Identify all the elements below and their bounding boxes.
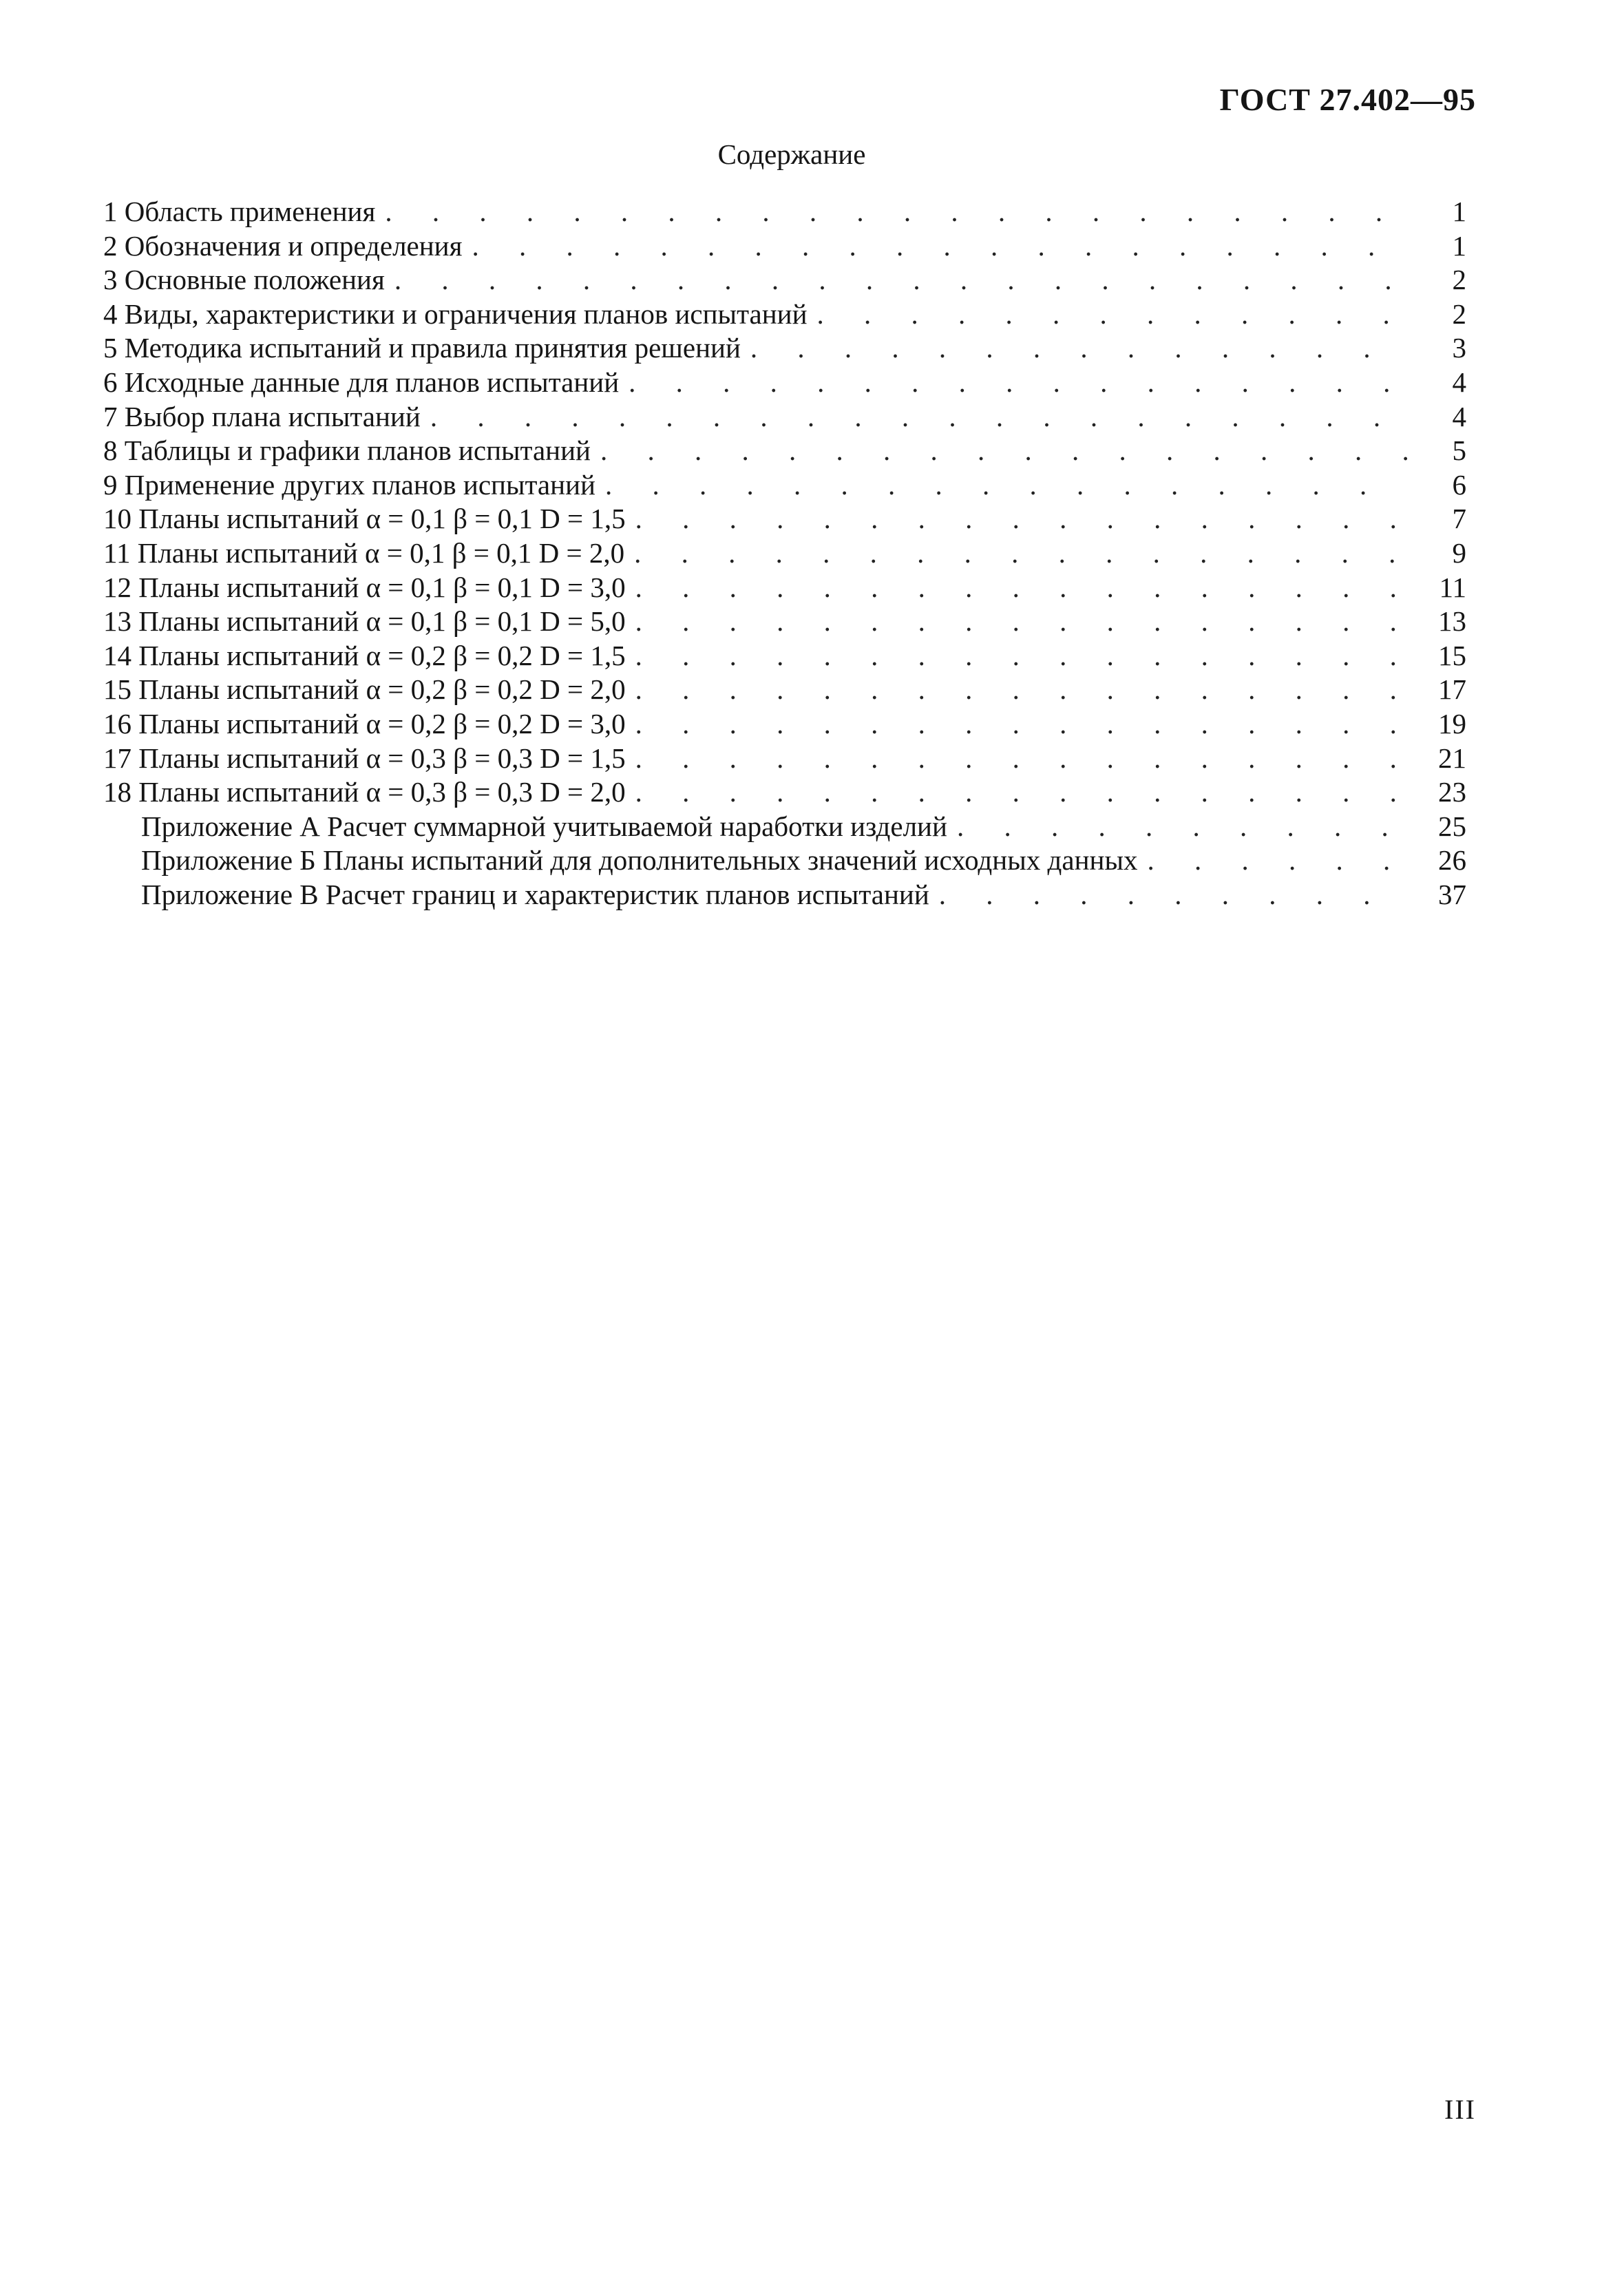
toc-entry-label: 17 Планы испытаний α = 0,3 β = 0,3 D = 1,5 bbox=[103, 742, 626, 774]
dot-leader bbox=[430, 400, 1409, 434]
toc-entry-label: 7 Выбор плана испытаний bbox=[103, 400, 421, 432]
dot-leader bbox=[629, 366, 1409, 400]
dot-leader bbox=[635, 775, 1409, 810]
toc-entry[interactable] bbox=[103, 707, 1466, 742]
toc-entry[interactable] bbox=[103, 502, 1466, 536]
toc-entry-page: 5 bbox=[1452, 434, 1466, 467]
toc-entry[interactable] bbox=[103, 195, 1466, 229]
toc-entry-label: 9 Применение других планов испытаний bbox=[103, 468, 595, 501]
table-of-contents bbox=[103, 195, 1466, 912]
toc-entry-label: Приложение В Расчет границ и характеристик планов испытаний bbox=[141, 878, 929, 910]
toc-entry[interactable] bbox=[103, 400, 1466, 434]
dot-leader bbox=[817, 297, 1409, 332]
dot-leader bbox=[635, 605, 1409, 639]
toc-entry-label: 15 Планы испытаний α = 0,2 β = 0,2 D = 2,0 bbox=[103, 673, 626, 706]
toc-entry-page: 13 bbox=[1438, 605, 1466, 638]
dot-leader bbox=[635, 502, 1409, 536]
dot-leader bbox=[957, 810, 1409, 844]
page-number: III bbox=[1444, 2094, 1476, 2125]
toc-entry-label: 16 Планы испытаний α = 0,2 β = 0,2 D = 3,0 bbox=[103, 707, 626, 740]
toc-entry-page: 4 bbox=[1452, 400, 1466, 432]
toc-entry-label: 12 Планы испытаний α = 0,1 β = 0,1 D = 3,0 bbox=[103, 571, 626, 603]
dot-leader bbox=[600, 434, 1409, 468]
dot-leader bbox=[635, 571, 1409, 605]
toc-entry-label: 18 Планы испытаний α = 0,3 β = 0,3 D = 2,0 bbox=[103, 776, 626, 808]
dot-leader bbox=[750, 331, 1409, 366]
toc-appendix-entry[interactable] bbox=[103, 843, 1466, 878]
toc-entry[interactable] bbox=[103, 536, 1466, 571]
toc-entry-page: 23 bbox=[1438, 776, 1466, 808]
document-code: ГОСТ 27.402—95 bbox=[1219, 82, 1476, 117]
dot-leader bbox=[1148, 843, 1409, 878]
toc-entry-page: 19 bbox=[1438, 707, 1466, 740]
toc-entry-label: 6 Исходные данные для планов испытаний bbox=[103, 366, 620, 398]
toc-entry-page: 15 bbox=[1438, 639, 1466, 671]
toc-entry[interactable] bbox=[103, 434, 1466, 468]
toc-entry[interactable] bbox=[103, 468, 1466, 503]
toc-entry[interactable] bbox=[103, 331, 1466, 366]
toc-entry-page: 11 bbox=[1439, 571, 1466, 603]
toc-entry[interactable] bbox=[103, 673, 1466, 707]
toc-entry[interactable] bbox=[103, 297, 1466, 332]
toc-entry-label: 10 Планы испытаний α = 0,1 β = 0,1 D = 1,5 bbox=[103, 503, 626, 535]
dot-leader bbox=[635, 673, 1409, 707]
toc-entry-page: 1 bbox=[1452, 196, 1466, 227]
dot-leader bbox=[394, 263, 1409, 297]
toc-entry[interactable] bbox=[103, 605, 1466, 639]
toc-entry[interactable] bbox=[103, 571, 1466, 605]
toc-entry-page: 7 bbox=[1452, 503, 1466, 535]
toc-appendix-entry[interactable] bbox=[103, 810, 1466, 844]
toc-entry-page: 26 bbox=[1438, 844, 1466, 877]
toc-entry-page: 6 bbox=[1452, 468, 1466, 501]
toc-entry-label: 1 Область применения bbox=[103, 196, 376, 227]
toc-entry-page: 25 bbox=[1438, 810, 1466, 842]
toc-entry-page: 3 bbox=[1452, 332, 1466, 364]
toc-entry[interactable] bbox=[103, 639, 1466, 673]
toc-entry-label: 14 Планы испытаний α = 0,2 β = 0,2 D = 1,5 bbox=[103, 639, 626, 671]
toc-entry-label: 3 Основные положения bbox=[103, 264, 385, 296]
dot-leader bbox=[635, 742, 1409, 776]
toc-entry-label: Приложение Б Планы испытаний для дополнительных значений исходных данных bbox=[141, 844, 1138, 877]
toc-entry-page: 2 bbox=[1452, 297, 1466, 330]
toc-entry-page: 4 bbox=[1452, 366, 1466, 398]
dot-leader bbox=[635, 707, 1409, 742]
toc-entry-label: Приложение А Расчет суммарной учитываемой наработки изделий bbox=[141, 810, 947, 842]
dot-leader bbox=[634, 536, 1409, 571]
toc-appendix-entry[interactable] bbox=[103, 878, 1466, 912]
toc-entry[interactable] bbox=[103, 366, 1466, 400]
toc-entry[interactable] bbox=[103, 229, 1466, 264]
toc-entry-page: 21 bbox=[1438, 742, 1466, 774]
toc-entry-label: 13 Планы испытаний α = 0,1 β = 0,1 D = 5,0 bbox=[103, 605, 626, 638]
toc-entry[interactable] bbox=[103, 742, 1466, 776]
toc-entry-label: 5 Методика испытаний и правила принятия решений bbox=[103, 332, 741, 364]
toc-entry-page: 17 bbox=[1438, 673, 1466, 706]
dot-leader bbox=[635, 639, 1409, 673]
toc-entry[interactable] bbox=[103, 263, 1466, 297]
toc-entry-page: 9 bbox=[1452, 536, 1466, 569]
toc-title: Содержание bbox=[717, 138, 866, 170]
toc-entry[interactable] bbox=[103, 775, 1466, 810]
toc-entry-label: 4 Виды, характеристики и ограничения планов испытаний bbox=[103, 297, 808, 330]
dot-leader bbox=[472, 229, 1409, 264]
toc-entry-label: 11 Планы испытаний α = 0,1 β = 0,1 D = 2,0 bbox=[103, 536, 625, 569]
dot-leader bbox=[605, 468, 1409, 503]
toc-entry-page: 37 bbox=[1438, 878, 1466, 910]
toc-entry-label: 8 Таблицы и графики планов испытаний bbox=[103, 434, 591, 467]
dot-leader bbox=[385, 195, 1409, 229]
toc-entry-label: 2 Обозначения и определения bbox=[103, 229, 463, 262]
dot-leader bbox=[939, 878, 1409, 912]
toc-entry-page: 2 bbox=[1452, 264, 1466, 296]
toc-entry-page: 1 bbox=[1452, 229, 1466, 262]
